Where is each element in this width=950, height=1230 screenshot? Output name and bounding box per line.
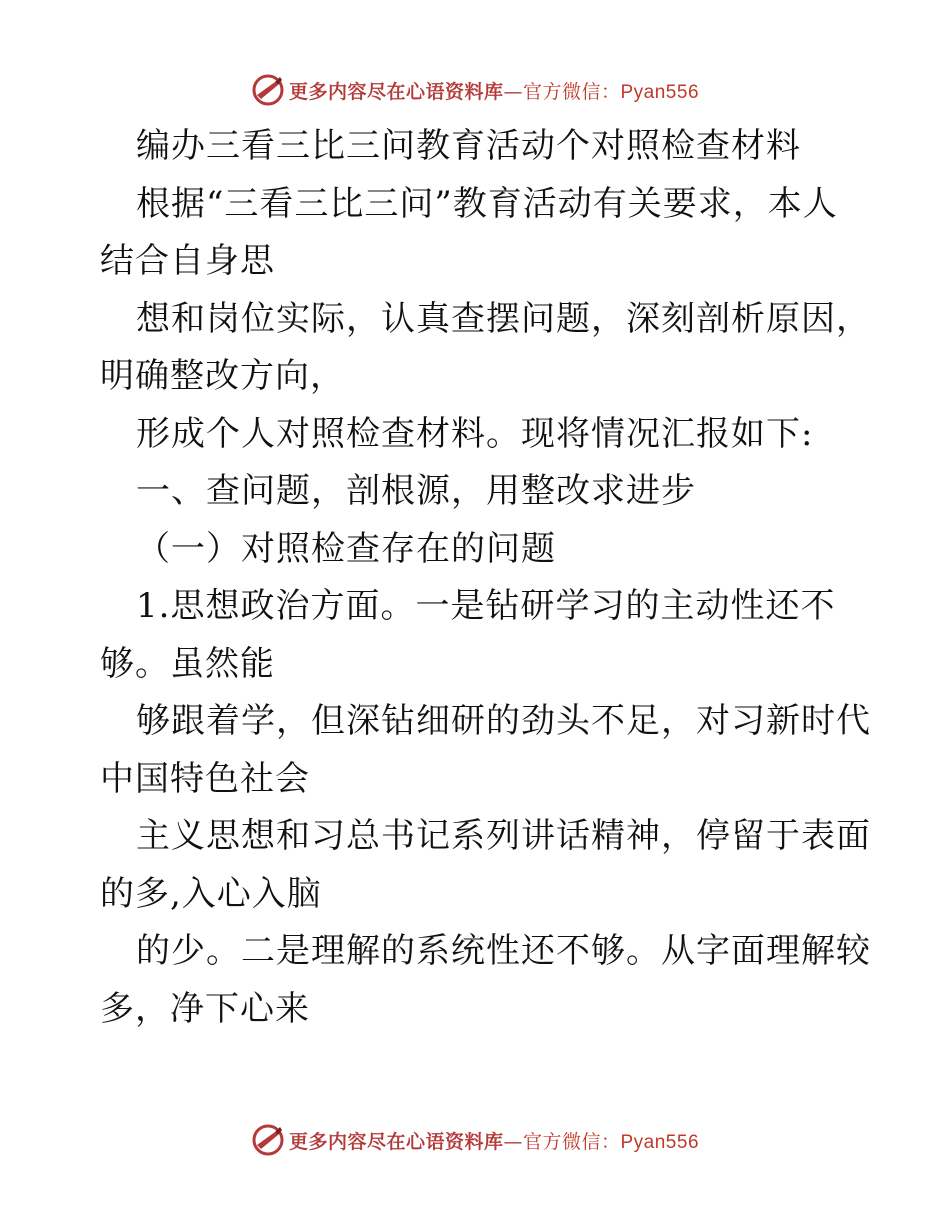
text-line: 主义思想和习总书记系列讲话精神，停留于表面 [136,816,871,856]
pen-logo-icon [251,1123,285,1157]
text-line: 根据“三看三比三问”教育活动有关要求，本人 [136,183,838,224]
banner-dash: — [503,80,523,103]
text-line: 想和岗位实际，认真查摆问题，深刻剖析原因， [136,298,871,339]
text-line: 的少。二是理解的系统性还不够。从字面理解较 [136,931,871,971]
text-line: （一）对照检查存在的问题 [136,528,556,569]
text-line: 编办三看三比三问教育活动个对照检查材料 [136,126,801,166]
text-line: 多，净下心来 [100,988,310,1029]
banner-handle: Pyan556 [620,1131,700,1153]
banner-brand: 更多内容尽在心语资料库 [288,1130,504,1153]
banner-handle: Pyan556 [620,81,700,103]
text-line: 的多,入心入脑 [100,873,322,914]
banner-wechat-label: 官方微信： [522,1130,621,1153]
text-line: 1.思想政治方面。一是钻研学习的主动性还不 [136,586,836,626]
text-line: 结合自身思 [100,241,275,281]
banner-dash: — [503,1130,523,1153]
text-line: 形成个人对照检查材料。现将情况汇报如下: [136,413,814,454]
banner-wechat-label: 官方微信： [522,80,621,103]
pen-logo-icon [251,73,285,107]
text-line: 够跟着学，但深钻细研的劲头不足，对习新时代 [136,701,871,741]
document-body [100,118,871,1038]
text-line: 中国特色社会 [100,758,310,799]
header-banner [0,70,950,110]
text-line: 明确整改方向， [100,356,345,396]
banner-brand: 更多内容尽在心语资料库 [288,80,504,103]
text-line: 一、查问题，剖根源，用整改求进步 [136,471,696,511]
footer-banner [0,1120,950,1160]
text-line: 够。虽然能 [100,643,275,684]
